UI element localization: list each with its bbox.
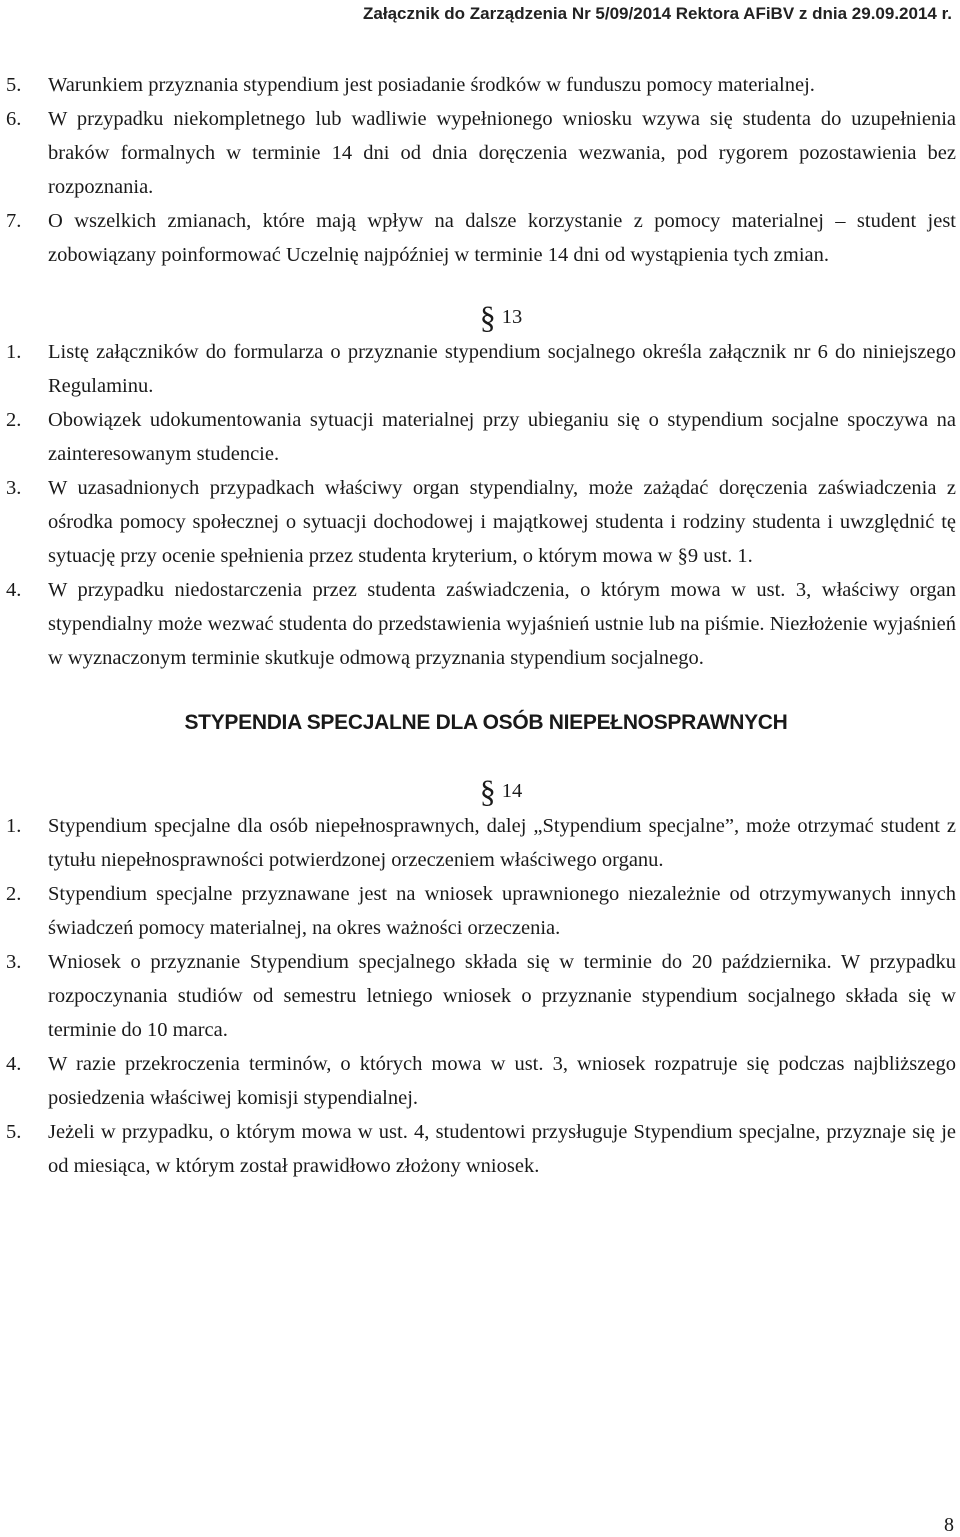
section-number: 13 [501,306,523,328]
section-number: 14 [501,780,523,802]
list-item [6,877,956,945]
item-text: Obowiązek udokumentowania sytuacji materialnej przy ubieganiu się o stypendium socjalne spoczywa na zainteresowanym studencie. [48,409,956,465]
item-text: Listę załączników do formularza o przyznanie stypendium socjalnego określa załącznik nr 6 do niniejszego Regulaminu. [48,341,956,397]
paragraph-symbol: § [479,299,496,335]
list-item [6,403,956,471]
item-number: 2. [6,883,22,905]
section-14-title [6,773,956,809]
item-text: Warunkiem przyznania stypendium jest posiadanie środków w funduszu pomocy materialnej. [48,74,815,96]
list-item [6,809,956,877]
list-item [6,1115,956,1183]
item-text: Jeżeli w przypadku, o którym mowa w ust. 4, studentowi przysługuje Stypendium specjalne, przyznaje się je od miesiąca, w którym został prawidłowo złożony wniosek. [48,1121,956,1177]
item-number: 5. [6,1121,22,1143]
item-text: W uzasadnionych przypadkach właściwy organ stypendialny, może zażądać doręczenia zaświadczenia z ośrodka pomocy społecznej o sytuacji dochodowej i majątkowej studenta i rodziny studenta i uwzględnić tę sytuację przy ocenie spełnienia przez studenta kryterium, o którym mowa w §9 ust. 1. [48,477,956,567]
item-number: 6. [6,108,22,130]
page-header: Załącznik do Zarządzenia Nr 5/09/2014 Rektora AFiBV z dnia 29.09.2014 r. [363,4,952,23]
item-text: Stypendium specjalne dla osób niepełnosprawnych, dalej „Stypendium specjalne”, może otrzymać student z tytułu niepełnosprawności potwierdzonej orzeczeniem właściwego organu. [48,815,956,871]
list-item [6,573,956,675]
list-item [6,102,956,204]
item-text: W razie przekroczenia terminów, o których mowa w ust. 3, wniosek rozpatruje się podczas najbliższego posiedzenia właściwej komisji stypendialnej. [48,1053,956,1109]
list-item [6,68,956,102]
item-number: 2. [6,409,22,431]
item-number: 4. [6,1053,22,1075]
list-item [6,945,956,1047]
item-number: 5. [6,74,22,96]
section-heading: STYPENDIA SPECJALNE DLA OSÓB NIEPEŁNOSPRAWNYCH [184,711,788,734]
item-number: 3. [6,951,22,973]
item-number: 4. [6,579,22,601]
item-text: Stypendium specjalne przyznawane jest na wniosek uprawnionego niezależnie od otrzymywanych innych świadczeń pomocy materialnej, na okres ważności orzeczenia. [48,883,956,939]
item-text: W przypadku niekompletnego lub wadliwie wypełnionego wniosku wzywa się studenta do uzupełnienia braków formalnych w terminie 14 dni od dnia doręczenia wezwania, pod rygorem pozostawienia bez rozpoznania. [48,108,956,198]
item-text: Wniosek o przyznanie Stypendium specjalnego składa się w terminie do 20 października. W przypadku rozpoczynania studiów od semestru letniego wniosek o przyznanie stypendium socjalnego składa się w terminie do 10 marca. [48,951,956,1041]
item-text: W przypadku niedostarczenia przez studenta zaświadczenia, o którym mowa w ust. 3, właściwy organ stypendialny może wezwać studenta do przedstawienia wyjaśnień ustnie lub na piśmie. Niezłożenie wyjaśnień w wyznaczonym terminie skutkuje odmową przyznania stypendium socjalnego. [48,579,956,669]
item-number: 3. [6,477,22,499]
paragraph-symbol: § [479,773,496,809]
item-number: 1. [6,815,22,837]
section-13-title [6,299,956,335]
page-number: 8 [944,1514,954,1536]
list-item [6,335,956,403]
item-number: 1. [6,341,22,363]
item-text: O wszelkich zmianach, które mają wpływ na dalsze korzystanie z pomocy materialnej – student jest zobowiązany poinformować Uczelnię najpóźniej w terminie 14 dni od wystąpienia tych zmian. [48,210,956,266]
list-item [6,471,956,573]
list-item [6,204,956,272]
list-item [6,1047,956,1115]
item-number: 7. [6,210,22,232]
document-body [6,68,956,1183]
